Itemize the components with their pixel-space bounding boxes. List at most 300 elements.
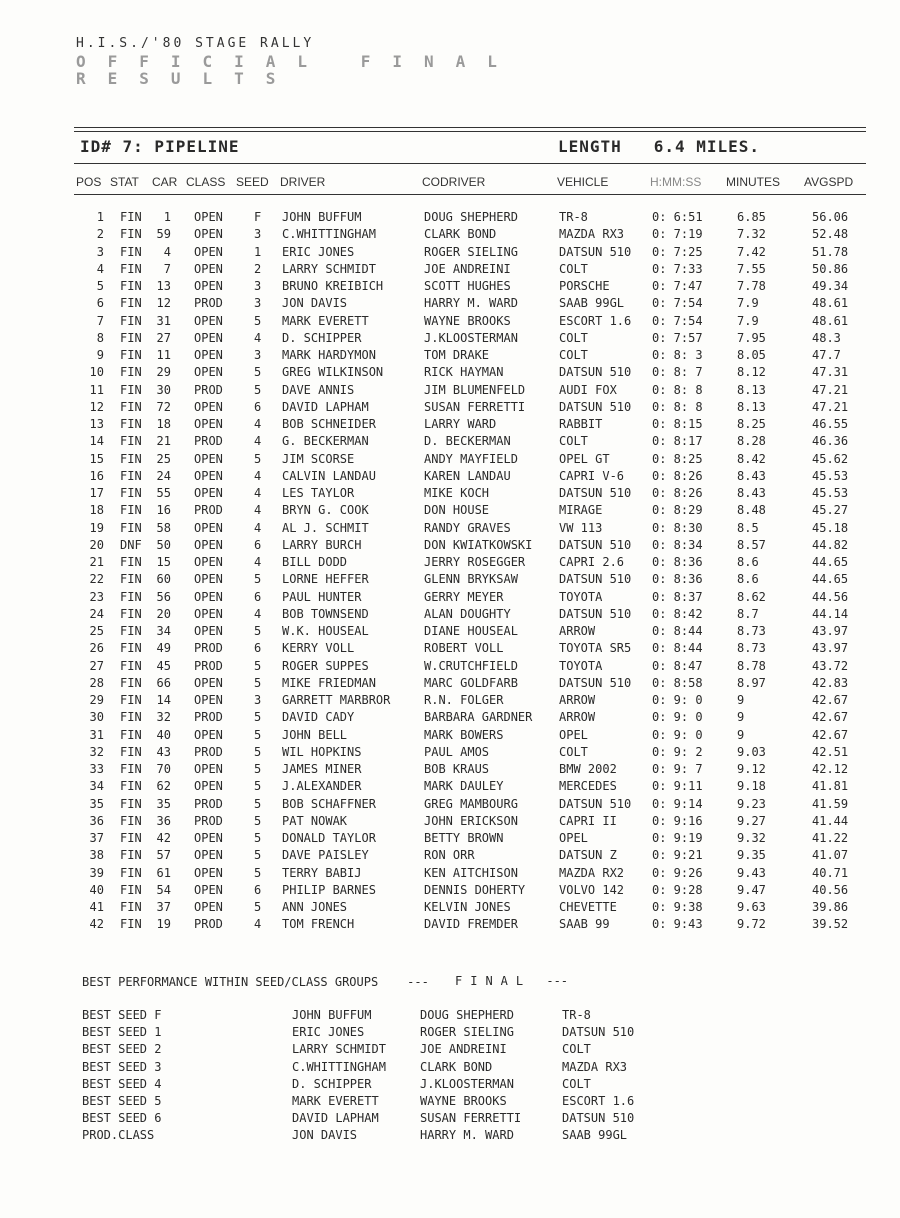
codriver-cell: ALAN DOUGHTY <box>424 606 511 621</box>
avg-cell: 48.61 <box>812 296 849 311</box>
codriver-cell: DIANE HOUSEAL <box>424 624 518 638</box>
stat-cell: FIN <box>120 244 142 259</box>
pos-cell: 40 <box>89 882 104 897</box>
minutes-cell: 7.42 <box>737 244 766 259</box>
seed-cell: 3 <box>254 227 262 242</box>
table-row <box>0 917 900 934</box>
stat-cell: FIN <box>120 399 142 414</box>
seed-cell: 5 <box>254 710 262 725</box>
minutes-cell: 9.32 <box>737 831 766 845</box>
codriver-cell: TOM DRAKE <box>424 348 490 362</box>
time-cell: 0: 8: 8 <box>652 382 703 397</box>
pos-cell: 33 <box>89 762 104 776</box>
codriver-cell: PAUL AMOS <box>424 744 490 759</box>
table-row <box>0 607 900 624</box>
avg-cell: 47.31 <box>812 365 849 380</box>
car-cell: 32 <box>156 710 171 725</box>
driver-cell: PAT NOWAK <box>282 813 348 828</box>
seed-cell: 5 <box>254 813 262 828</box>
car-cell: 12 <box>156 296 171 311</box>
seed-cell: 5 <box>254 831 262 845</box>
driver-cell: ROGER SUPPES <box>282 658 369 673</box>
table-row <box>0 762 900 779</box>
pos-cell: 27 <box>89 658 104 673</box>
vehicle-cell: DATSUN 510 <box>559 796 632 811</box>
class-cell: OPEN <box>194 537 223 552</box>
avg-cell: 44.65 <box>812 572 849 587</box>
car-cell: 66 <box>156 675 171 690</box>
seed-cell: 4 <box>254 468 262 483</box>
time-cell: 0: 8: 3 <box>652 348 703 362</box>
driver-cell: DAVE PAISLEY <box>282 848 369 863</box>
minutes-cell: 8.43 <box>737 486 766 500</box>
seed-cell: 5 <box>254 365 262 380</box>
time-cell: 0: 9: 0 <box>652 710 703 725</box>
seed-cell: 2 <box>254 261 262 276</box>
class-cell: OPEN <box>194 693 223 707</box>
driver-cell: DAVID LAPHAM <box>282 399 369 414</box>
pos-cell: 26 <box>89 641 104 656</box>
best-driver: MARK EVERETT <box>292 1094 379 1108</box>
stat-cell: FIN <box>120 727 142 742</box>
car-cell: 29 <box>156 365 171 380</box>
vehicle-cell: OPEL <box>559 831 588 845</box>
time-cell: 0: 8:47 <box>652 658 703 673</box>
minutes-cell: 9.03 <box>737 744 766 759</box>
list-item <box>0 1060 900 1077</box>
driver-cell: JON DAVIS <box>282 296 348 311</box>
time-cell: 0: 8:58 <box>652 675 703 690</box>
codriver-cell: KELVIN JONES <box>424 900 511 914</box>
class-cell: PROD <box>194 641 223 656</box>
minutes-cell: 8.57 <box>737 537 766 552</box>
driver-cell: JAMES MINER <box>282 762 362 776</box>
minutes-cell: 8.13 <box>737 399 766 414</box>
driver-cell: DONALD TAYLOR <box>282 831 376 845</box>
minutes-cell: 8.62 <box>737 589 766 604</box>
pos-cell: 1 <box>96 210 104 224</box>
pos-cell: 37 <box>89 831 104 845</box>
seed-cell: 5 <box>254 796 262 811</box>
class-cell: OPEN <box>194 900 223 914</box>
col-minutes: MINUTES <box>726 175 780 189</box>
time-cell: 0: 7:33 <box>652 261 703 276</box>
time-cell: 0: 9:43 <box>652 917 703 932</box>
table-row <box>0 538 900 555</box>
codriver-cell: ROBERT VOLL <box>424 641 504 656</box>
time-cell: 0: 7:19 <box>652 227 703 242</box>
pos-cell: 38 <box>89 848 104 863</box>
driver-cell: AL J. SCHMIT <box>282 520 369 535</box>
seed-cell: 6 <box>254 641 262 656</box>
pos-cell: 23 <box>89 589 104 604</box>
table-row <box>0 745 900 762</box>
driver-cell: LARRY BURCH <box>282 537 362 552</box>
seed-cell: 4 <box>254 520 262 535</box>
minutes-cell: 8.97 <box>737 675 766 690</box>
table-row <box>0 900 900 917</box>
vehicle-cell: MAZDA RX2 <box>559 865 625 880</box>
stat-cell: FIN <box>120 882 142 897</box>
vehicle-cell: DATSUN 510 <box>559 486 632 500</box>
stat-cell: FIN <box>120 279 142 293</box>
driver-cell: DAVID CADY <box>282 710 355 725</box>
minutes-cell: 7.9 <box>737 313 759 328</box>
pos-cell: 10 <box>89 365 104 380</box>
car-cell: 35 <box>156 796 171 811</box>
col-pos: POS <box>76 175 102 189</box>
car-cell: 45 <box>156 658 171 673</box>
rally-title: H.I.S./'80 STAGE RALLY <box>76 36 315 51</box>
class-cell: OPEN <box>194 330 223 345</box>
codriver-cell: GERRY MEYER <box>424 589 504 604</box>
col-stat: STAT <box>110 175 139 189</box>
car-cell: 4 <box>163 244 171 259</box>
avg-cell: 44.82 <box>812 537 849 552</box>
codriver-cell: LARRY WARD <box>424 417 497 431</box>
minutes-cell: 8.6 <box>737 555 759 569</box>
pos-cell: 15 <box>89 451 104 466</box>
stat-cell: FIN <box>120 520 142 535</box>
avg-cell: 45.53 <box>812 468 849 483</box>
seed-cell: 4 <box>254 555 262 569</box>
stat-cell: FIN <box>120 762 142 776</box>
table-row <box>0 797 900 814</box>
stat-cell: FIN <box>120 624 142 638</box>
time-cell: 0: 8:15 <box>652 417 703 431</box>
header-rule <box>74 163 866 164</box>
seed-cell: 4 <box>254 606 262 621</box>
vehicle-cell: DATSUN Z <box>559 848 617 863</box>
class-cell: OPEN <box>194 210 223 224</box>
codriver-cell: CLARK BOND <box>424 227 497 242</box>
driver-cell: TERRY BABIJ <box>282 865 362 880</box>
best-label: BEST SEED 6 <box>82 1111 162 1126</box>
avg-cell: 46.55 <box>812 417 849 431</box>
minutes-cell: 9.35 <box>737 848 766 863</box>
avg-cell: 45.53 <box>812 486 849 500</box>
vehicle-cell: SAAB 99 <box>559 917 610 932</box>
best-label: PROD.CLASS <box>82 1128 155 1143</box>
class-cell: OPEN <box>194 865 223 880</box>
codriver-cell: JIM BLUMENFELD <box>424 382 526 397</box>
class-cell: OPEN <box>194 520 223 535</box>
avg-cell: 42.67 <box>812 693 849 707</box>
pos-cell: 39 <box>89 865 104 880</box>
car-cell: 49 <box>156 641 171 656</box>
minutes-cell: 8.5 <box>737 520 759 535</box>
codriver-cell: JOHN ERICKSON <box>424 813 518 828</box>
best-codriver: JOE ANDREINI <box>420 1042 507 1057</box>
table-row <box>0 365 900 382</box>
class-cell: OPEN <box>194 779 223 794</box>
pos-cell: 13 <box>89 417 104 431</box>
minutes-cell: 8.28 <box>737 434 766 449</box>
vehicle-cell: DATSUN 510 <box>559 537 632 552</box>
driver-cell: J.ALEXANDER <box>282 779 362 794</box>
best-codriver: HARRY M. WARD <box>420 1128 514 1143</box>
stat-cell: FIN <box>120 606 142 621</box>
pos-cell: 31 <box>89 727 104 742</box>
avg-cell: 47.21 <box>812 382 849 397</box>
car-cell: 25 <box>156 451 171 466</box>
stat-cell: FIN <box>120 900 142 914</box>
car-cell: 55 <box>156 486 171 500</box>
best-label: BEST SEED 1 <box>82 1025 162 1040</box>
pos-cell: 30 <box>89 710 104 725</box>
vehicle-cell: BMW 2002 <box>559 762 617 776</box>
avg-cell: 42.12 <box>812 762 849 776</box>
avg-cell: 41.22 <box>812 831 849 845</box>
class-cell: OPEN <box>194 486 223 500</box>
best-driver: LARRY SCHMIDT <box>292 1042 386 1057</box>
car-cell: 31 <box>156 313 171 328</box>
minutes-cell: 8.12 <box>737 365 766 380</box>
driver-cell: MARK HARDYMON <box>282 348 376 362</box>
seed-cell: 5 <box>254 658 262 673</box>
vehicle-cell: DATSUN 510 <box>559 399 632 414</box>
seed-cell: 5 <box>254 675 262 690</box>
best-driver: JON DAVIS <box>292 1128 358 1143</box>
avg-cell: 48.3 <box>812 330 841 345</box>
stat-cell: FIN <box>120 779 142 794</box>
minutes-cell: 9.72 <box>737 917 766 932</box>
avg-cell: 42.51 <box>812 744 849 759</box>
avg-cell: 42.67 <box>812 710 849 725</box>
col-car: CAR <box>152 175 178 189</box>
stat-cell: FIN <box>120 296 142 311</box>
avg-cell: 41.07 <box>812 848 849 863</box>
car-cell: 16 <box>156 503 171 518</box>
minutes-cell: 8.05 <box>737 348 766 362</box>
minutes-cell: 9.12 <box>737 762 766 776</box>
minutes-cell: 8.42 <box>737 451 766 466</box>
vehicle-cell: ARROW <box>559 710 596 725</box>
stat-cell: FIN <box>120 313 142 328</box>
vehicle-cell: COLT <box>559 261 588 276</box>
codriver-cell: JERRY ROSEGGER <box>424 555 526 569</box>
driver-cell: PHILIP BARNES <box>282 882 376 897</box>
avg-cell: 44.65 <box>812 555 849 569</box>
avg-cell: 44.56 <box>812 589 849 604</box>
table-row <box>0 417 900 434</box>
vehicle-cell: MIRAGE <box>559 503 603 518</box>
codriver-cell: RICK HAYMAN <box>424 365 504 380</box>
stat-cell: FIN <box>120 796 142 811</box>
seed-cell: 5 <box>254 727 262 742</box>
stat-cell: FIN <box>120 589 142 604</box>
minutes-cell: 8.48 <box>737 503 766 518</box>
seed-cell: 5 <box>254 624 262 638</box>
vehicle-cell: CAPRI II <box>559 813 617 828</box>
driver-cell: LORNE HEFFER <box>282 572 369 587</box>
pos-cell: 32 <box>89 744 104 759</box>
table-row <box>0 831 900 848</box>
seed-cell: 4 <box>254 434 262 449</box>
avg-cell: 42.67 <box>812 727 849 742</box>
time-cell: 0: 8:29 <box>652 503 703 518</box>
time-cell: 0: 8: 7 <box>652 365 703 380</box>
list-item <box>0 1042 900 1059</box>
list-item <box>0 1077 900 1094</box>
best-final-label: FINAL --- <box>455 974 569 988</box>
avg-cell: 41.44 <box>812 813 849 828</box>
driver-cell: PAUL HUNTER <box>282 589 362 604</box>
seed-cell: 6 <box>254 882 262 897</box>
stat-cell: FIN <box>120 693 142 707</box>
vehicle-cell: COLT <box>559 434 588 449</box>
avg-cell: 48.61 <box>812 313 849 328</box>
car-cell: 61 <box>156 865 171 880</box>
col-seed: SEED <box>236 175 269 189</box>
seed-cell: 5 <box>254 382 262 397</box>
vehicle-cell: TOYOTA <box>559 589 603 604</box>
table-row <box>0 245 900 262</box>
driver-cell: JIM SCORSE <box>282 451 355 466</box>
best-driver: ERIC JONES <box>292 1025 365 1040</box>
stat-cell: FIN <box>120 917 142 932</box>
avg-cell: 47.7 <box>812 348 841 362</box>
seed-cell: 5 <box>254 744 262 759</box>
pos-cell: 22 <box>89 572 104 587</box>
pos-cell: 25 <box>89 624 104 638</box>
codriver-cell: BOB KRAUS <box>424 762 490 776</box>
class-cell: OPEN <box>194 675 223 690</box>
seed-cell: 5 <box>254 900 262 914</box>
avg-cell: 46.36 <box>812 434 849 449</box>
time-cell: 0: 8:25 <box>652 451 703 466</box>
codriver-cell: DON HOUSE <box>424 503 490 518</box>
time-cell: 0: 7:25 <box>652 244 703 259</box>
vehicle-cell: TOYOTA SR5 <box>559 641 632 656</box>
stat-cell: FIN <box>120 451 142 466</box>
time-cell: 0: 9:16 <box>652 813 703 828</box>
driver-cell: DAVE ANNIS <box>282 382 355 397</box>
minutes-cell: 7.9 <box>737 296 759 311</box>
time-cell: 0: 9:11 <box>652 779 703 794</box>
col-avgspd: AVGSPD <box>804 175 854 189</box>
class-cell: OPEN <box>194 365 223 380</box>
class-cell: OPEN <box>194 727 223 742</box>
table-row <box>0 572 900 589</box>
stat-cell: FIN <box>120 261 142 276</box>
vehicle-cell: VW 113 <box>559 520 603 535</box>
stat-cell: FIN <box>120 744 142 759</box>
time-cell: 0: 9:38 <box>652 900 703 914</box>
pos-cell: 2 <box>96 227 104 242</box>
pos-cell: 21 <box>89 555 104 569</box>
avg-cell: 49.34 <box>812 279 849 293</box>
class-cell: OPEN <box>194 606 223 621</box>
pos-cell: 36 <box>89 813 104 828</box>
car-cell: 27 <box>156 330 171 345</box>
car-cell: 43 <box>156 744 171 759</box>
avg-cell: 40.71 <box>812 865 849 880</box>
minutes-cell: 7.32 <box>737 227 766 242</box>
class-cell: OPEN <box>194 831 223 845</box>
best-label: BEST SEED 4 <box>82 1076 162 1091</box>
class-cell: OPEN <box>194 313 223 328</box>
stat-cell: FIN <box>120 865 142 880</box>
minutes-cell: 8.13 <box>737 382 766 397</box>
vehicle-cell: DATSUN 510 <box>559 244 632 259</box>
vehicle-cell: RABBIT <box>559 417 603 431</box>
stat-cell: FIN <box>120 555 142 569</box>
time-cell: 0: 9: 0 <box>652 727 703 742</box>
minutes-cell: 7.95 <box>737 330 766 345</box>
class-cell: OPEN <box>194 227 223 242</box>
stat-cell: FIN <box>120 348 142 362</box>
list-item <box>0 1094 900 1111</box>
seed-cell: 5 <box>254 762 262 776</box>
table-row <box>0 590 900 607</box>
pos-cell: 4 <box>96 261 104 276</box>
time-cell: 0: 8:30 <box>652 520 703 535</box>
minutes-cell: 8.78 <box>737 658 766 673</box>
best-driver: D. SCHIPPER <box>292 1076 372 1091</box>
class-cell: OPEN <box>194 261 223 276</box>
minutes-cell: 9 <box>737 727 745 742</box>
codriver-cell: DON KWIATKOWSKI <box>424 537 533 552</box>
time-cell: 0: 8:36 <box>652 555 703 569</box>
seed-cell: 5 <box>254 865 262 880</box>
seed-cell: 1 <box>254 244 262 259</box>
class-cell: PROD <box>194 382 223 397</box>
stat-cell: FIN <box>120 227 142 242</box>
vehicle-cell: SAAB 99GL <box>559 296 625 311</box>
driver-cell: JOHN BUFFUM <box>282 210 362 224</box>
minutes-cell: 7.55 <box>737 261 766 276</box>
minutes-cell: 9.27 <box>737 813 766 828</box>
codriver-cell: R.N. FOLGER <box>424 693 504 707</box>
driver-cell: GARRETT MARBROR <box>282 693 391 707</box>
avg-cell: 52.48 <box>812 227 849 242</box>
minutes-cell: 7.78 <box>737 279 766 293</box>
best-codriver: SUSAN FERRETTI <box>420 1111 522 1126</box>
avg-cell: 43.72 <box>812 658 849 673</box>
driver-cell: MIKE FRIEDMAN <box>282 675 376 690</box>
seed-cell: 4 <box>254 486 262 500</box>
vehicle-cell: ARROW <box>559 624 596 638</box>
class-cell: OPEN <box>194 572 223 587</box>
table-row <box>0 659 900 676</box>
class-cell: OPEN <box>194 848 223 863</box>
time-cell: 0: 8:26 <box>652 468 703 483</box>
stat-cell: FIN <box>120 675 142 690</box>
stat-cell: FIN <box>120 831 142 845</box>
driver-cell: BILL DODD <box>282 555 348 569</box>
avg-cell: 51.78 <box>812 244 849 259</box>
vehicle-cell: DATSUN 510 <box>559 675 632 690</box>
driver-cell: D. SCHIPPER <box>282 330 362 345</box>
car-cell: 60 <box>156 572 171 587</box>
seed-cell: 6 <box>254 537 262 552</box>
vehicle-cell: ESCORT 1.6 <box>559 313 632 328</box>
class-cell: PROD <box>194 658 223 673</box>
vehicle-cell: MERCEDES <box>559 779 617 794</box>
seed-cell: 5 <box>254 779 262 794</box>
official-final-heading: OFFICIAL FINAL <box>76 52 519 71</box>
driver-cell: CALVIN LANDAU <box>282 468 376 483</box>
avg-cell: 45.62 <box>812 451 849 466</box>
best-vehicle: TR-8 <box>562 1008 591 1022</box>
seed-cell: 5 <box>254 451 262 466</box>
minutes-cell: 8.43 <box>737 468 766 483</box>
table-row <box>0 641 900 658</box>
best-vehicle: SAAB 99GL <box>562 1128 628 1143</box>
table-row <box>0 383 900 400</box>
minutes-cell: 9 <box>737 693 745 707</box>
